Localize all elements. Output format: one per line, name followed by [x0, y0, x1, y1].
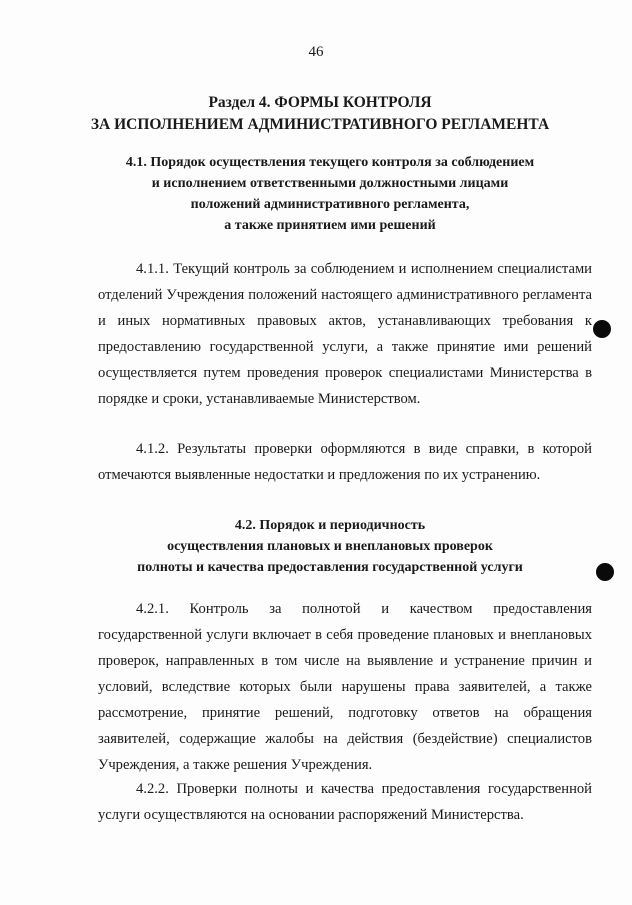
subsection-4-2-title-line-2: осуществления плановых и внеплановых проверок [167, 539, 493, 554]
subsection-4-1-title-line-2: и исполнением ответственными должностными лицами [151, 176, 509, 191]
subsection-4-2-title-line-3: полноты и качества предоставления государственной услуги [137, 560, 523, 575]
section-title-line-2: ЗА ИСПОЛНЕНИЕМ АДМИНИСТРАТИВНОГО РЕГЛАМЕНТА [90, 116, 550, 133]
paragraph-4-1-2: 4.1.2. Результаты проверки оформляются в виде справки, в которой отмечаются выявленные недостатки и предложения по их устранению. [98, 441, 592, 483]
subsection-4-1-title-line-1: 4.1. Порядок осуществления текущего контроля за соблюдением [125, 155, 535, 170]
punch-hole-mark [593, 320, 611, 338]
page-number: 46 [308, 44, 324, 60]
paragraph-4-1-1: 4.1.1. Текущий контроль за соблюдением и исполнением специалистами отделений Учреждения положений настоящего административного регламента и иных нормативных правовых актов, устанавливающих требования к предоставлению государственной услуги, а также принятие ими решений осуществляется путем проведения проверок специалистами Министерства в порядке и сроки, устанавливаемые Министерством. [98, 261, 592, 407]
subsection-4-1-title-line-3: положений административного регламента, [190, 197, 470, 212]
subsection-4-1-title-line-4: а также принятием ими решений [224, 218, 436, 233]
paragraph-4-2-1: 4.2.1. Контроль за полнотой и качеством предоставления государственной услуги включает в себя проведение плановых и внеплановых проверок, направленных в том числе на выявление и устранение причин и условий, вследствие которых были нарушены права заявителей, а также рассмотрение, принятие решений, подготовку ответов на обращения заявителей, содержащие жалобы на действия (бездействие) специалистов Учреждения, а также решения Учреждения. [98, 601, 592, 773]
paragraph-4-2-2: 4.2.2. Проверки полноты и качества предоставления государственной услуги осуществляются на основании распоряжений Министерства. [98, 781, 592, 823]
subsection-4-2-title-line-1: 4.2. Порядок и периодичность [234, 518, 426, 533]
punch-hole-mark [596, 563, 614, 581]
section-title-line-1: Раздел 4. ФОРМЫ КОНТРОЛЯ [208, 94, 432, 111]
